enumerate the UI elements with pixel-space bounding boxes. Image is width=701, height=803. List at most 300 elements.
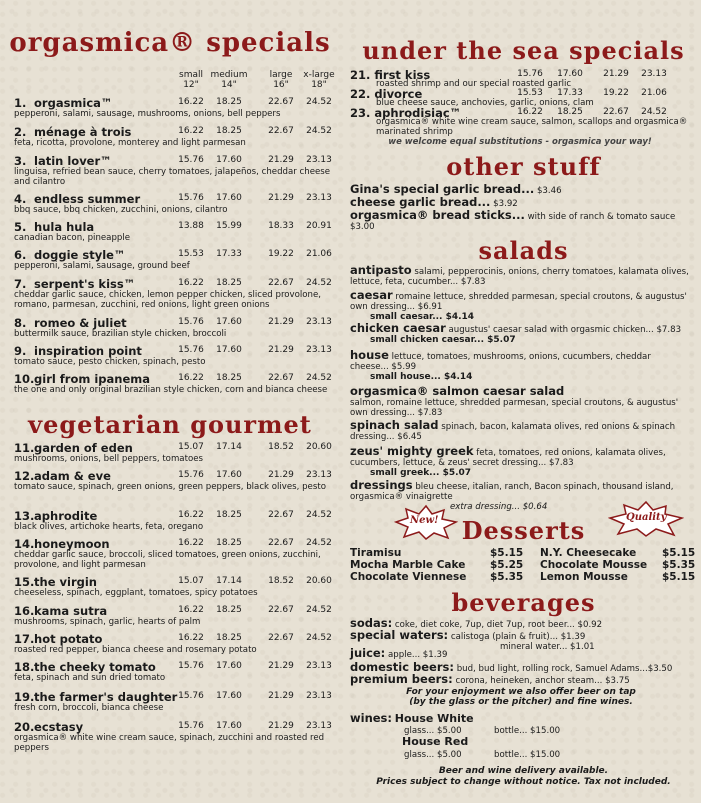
bev-name: juice: <box>350 646 386 660</box>
item-price: 18.25 <box>216 97 242 107</box>
size-label: x-large <box>303 70 335 80</box>
wine-bottle: bottle... $15.00 <box>494 726 561 736</box>
menu-item <box>14 316 336 339</box>
item-name: first kiss <box>374 68 431 82</box>
menu-item <box>14 720 336 753</box>
item-number: 21. <box>350 68 371 82</box>
menu-item <box>14 248 336 271</box>
dessert-price: $5.35 <box>490 571 524 583</box>
menu-item <box>14 125 336 148</box>
item-row <box>14 575 336 588</box>
item-row <box>14 154 336 167</box>
specials-title: orgasmica® specials <box>9 28 331 58</box>
wine-prices <box>404 750 684 760</box>
item-desc: roasted shrimp and our special roasted garlic <box>376 79 572 89</box>
wine-name: House Red <box>402 735 469 748</box>
bev-desc: calistoga (plain & fruit)... $1.39 <box>450 632 586 642</box>
item-price: 17.60 <box>216 345 242 355</box>
salad-caesar <box>350 290 690 322</box>
item-price: 15.76 <box>178 345 204 355</box>
wine-glass: glass... $5.00 <box>404 750 462 760</box>
item-price: 18.25 <box>216 538 242 548</box>
item-price: 22.67 <box>268 97 294 107</box>
item-price: 18.52 <box>268 442 294 452</box>
item-desc: canadian bacon, pineapple <box>14 233 131 243</box>
item-number: 16. <box>14 604 35 618</box>
item-price: 15.76 <box>178 317 204 327</box>
salad-extra: extra dressing... $0.64 <box>450 502 548 512</box>
menu-item <box>14 277 336 310</box>
item-row <box>14 220 336 233</box>
dessert-price: $5.15 <box>662 547 696 559</box>
other-name: orgasmica® bread sticks... <box>350 208 525 222</box>
dessert-name: N.Y. Cheesecake <box>540 547 637 559</box>
dessert-name: Chocolate Mousse <box>540 559 648 571</box>
item-price: 15.76 <box>178 691 204 701</box>
bev-name: domestic beers: <box>350 660 454 674</box>
item-price: 19.22 <box>268 249 294 259</box>
item-row <box>14 248 336 261</box>
item-price: 21.29 <box>603 69 629 79</box>
quality-badge: Quality <box>626 512 667 523</box>
item-number: 11. <box>14 441 35 455</box>
sea-note: we welcome equal substitutions - orgasmica your way! <box>388 137 652 147</box>
item-desc: bbq sauce, bbq chicken, zucchini, onions, cilantro <box>14 205 228 215</box>
item-price: 23.13 <box>306 721 332 731</box>
salad-desc: salmon, romaine lettuce, shredded parmesan, special croutons, & augustus' own dressing... $7.83 <box>350 398 679 418</box>
item-name: doggie style™ <box>34 248 126 262</box>
dessert-price: $5.15 <box>662 571 696 583</box>
menu-item <box>14 632 336 655</box>
menu-item <box>14 469 336 492</box>
item-desc: pepperoni, salami, sausage, mushrooms, onions, bell peppers <box>14 109 281 119</box>
item-number: 3. <box>14 154 27 168</box>
item-price: 16.22 <box>178 510 204 520</box>
item-price: 21.29 <box>268 345 294 355</box>
item-row <box>14 537 336 550</box>
salad-small: small chicken caesar... $5.07 <box>370 335 516 345</box>
item-price: 17.33 <box>557 88 583 98</box>
item-name: inspiration point <box>34 344 142 358</box>
item-price: 17.60 <box>216 661 242 671</box>
item-desc: buttermilk sauce, brazilian style chicken, broccoli <box>14 329 227 339</box>
item-price: 15.76 <box>178 193 204 203</box>
item-number: 10. <box>14 372 35 386</box>
dessert-name: Lemon Mousse <box>540 571 628 583</box>
item-price: 16.22 <box>178 373 204 383</box>
dessert-name: Chocolate Viennese <box>350 571 467 583</box>
item-number: 1. <box>14 96 27 110</box>
item-name: girl from ipanema <box>34 372 151 386</box>
menu-item <box>14 537 336 570</box>
item-price: 20.60 <box>306 442 332 452</box>
item-price: 16.22 <box>178 126 204 136</box>
item-desc: orgasmica® white wine cream sauce, salmon, scallops and orgasmica® marinated shrimp <box>376 117 688 137</box>
item-desc: cheddar garlic sauce, broccoli, sliced tomatoes, green onions, zucchini, provolone, and light parmesan <box>14 550 321 570</box>
other-price: $3.00 <box>350 222 375 232</box>
item-desc: tomato sauce, pesto chicken, spinach, pesto <box>14 357 206 367</box>
bev-tap-note: For your enjoyment we also offer beer on tap (by the glass or the pitcher) and fine wines. <box>406 687 636 707</box>
salad-name: house <box>350 348 389 362</box>
item-row <box>14 660 336 673</box>
item-name: romeo & juliet <box>34 316 127 330</box>
bev-name: wines: <box>350 711 392 725</box>
size-label: small <box>179 70 203 80</box>
item-desc: tomato sauce, spinach, green onions, green peppers, black olives, pesto <box>14 482 326 492</box>
item-name: orgasmica™ <box>34 96 113 110</box>
menu-item <box>14 154 336 187</box>
item-price: 24.52 <box>306 510 332 520</box>
size-dim: 14" <box>221 80 237 90</box>
wine-glass: glass... $5.00 <box>404 726 462 736</box>
item-name: serpent's kiss™ <box>34 277 136 291</box>
salad-name: spinach salad <box>350 418 439 432</box>
item-name: ménage à trois <box>34 125 132 139</box>
dessert-price: $5.15 <box>490 547 524 559</box>
size-dim: 16" <box>273 80 289 90</box>
item-price: 22.67 <box>268 633 294 643</box>
item-name: hot potato <box>34 632 103 646</box>
dessert-row <box>350 571 696 583</box>
item-price: 22.67 <box>603 107 629 117</box>
item-price: 24.52 <box>306 126 332 136</box>
other-title: other stuff <box>446 152 601 181</box>
item-price: 21.29 <box>268 661 294 671</box>
item-row <box>14 720 336 733</box>
item-price: 24.52 <box>306 278 332 288</box>
bev-desc: apple... $1.39 <box>388 650 448 660</box>
dessert-name: Mocha Marble Cake <box>350 559 466 571</box>
menu-item <box>14 220 336 243</box>
item-price: 21.29 <box>268 470 294 480</box>
item-price: 17.60 <box>216 721 242 731</box>
item-price: 15.76 <box>178 721 204 731</box>
item-price: 21.29 <box>268 317 294 327</box>
salad-small: small house... $4.14 <box>370 372 473 382</box>
item-desc: mushrooms, onions, bell peppers, tomatoes <box>14 454 203 464</box>
size-dim: 12" <box>183 80 199 90</box>
size-label: medium <box>210 70 248 80</box>
other-desc: with side of ranch & tomato sauce <box>527 212 676 222</box>
item-price: 15.99 <box>216 221 242 231</box>
item-price: 24.52 <box>306 633 332 643</box>
item-row <box>14 469 336 482</box>
salad-desc: augustus' caesar salad with orgasmic chicken... $7.83 <box>448 325 682 335</box>
bev-name: premium beers: <box>350 672 453 686</box>
veg-title: vegetarian gourmet <box>28 410 312 439</box>
item-row <box>14 96 336 109</box>
item-price: 22.67 <box>268 605 294 615</box>
item-price: 18.25 <box>216 605 242 615</box>
bev-desc: bud, bud light, rolling rock, Samuel Adams...$3.50 <box>456 664 673 674</box>
other-name: Gina's special garlic bread... <box>350 182 535 196</box>
item-row <box>14 632 336 645</box>
menu-item <box>14 509 336 532</box>
item-price: 17.14 <box>216 576 242 586</box>
item-price: 21.06 <box>306 249 332 259</box>
item-price: 17.60 <box>216 193 242 203</box>
item-price: 15.07 <box>178 576 204 586</box>
item-price: 21.29 <box>268 155 294 165</box>
size-label: large <box>269 70 293 80</box>
size-dim: 18" <box>311 80 327 90</box>
item-price: 16.22 <box>517 107 543 117</box>
item-price: 22.67 <box>268 373 294 383</box>
salad-salmon <box>350 386 690 418</box>
menu-item <box>14 372 336 395</box>
salad-house <box>350 350 690 382</box>
item-number: 9. <box>14 344 27 358</box>
other-price: $3.46 <box>536 186 562 196</box>
item-number: 7. <box>14 277 27 291</box>
item-price: 18.25 <box>216 510 242 520</box>
item-price: 18.25 <box>216 126 242 136</box>
beverages-title: beverages <box>451 588 596 617</box>
salad-name: antipasto <box>350 263 412 277</box>
salad-name: dressings <box>350 478 413 492</box>
item-desc: mushrooms, spinach, garlic, hearts of palm <box>14 617 201 627</box>
salad-desc: romaine lettuce, shredded parmesan, special croutons, & augustus' own dressing... $6.91 <box>350 292 687 312</box>
footer-prices: Prices subject to change without notice. Tax not included. <box>376 777 671 787</box>
item-number: 6. <box>14 248 27 262</box>
salads-title: salads <box>478 236 569 265</box>
menu-item <box>14 344 336 367</box>
salad-desc: lettuce, tomatoes, mushrooms, onions, cucumbers, cheddar cheese... $5.99 <box>350 352 651 372</box>
item-price: 16.22 <box>178 97 204 107</box>
item-price: 24.52 <box>306 538 332 548</box>
item-row <box>14 604 336 617</box>
salad-name: caesar <box>350 288 393 302</box>
menu-item <box>14 575 336 598</box>
item-name: garden of eden <box>34 441 133 455</box>
dessert-name: Tiramisu <box>350 547 402 559</box>
other-price: $3.92 <box>493 199 518 209</box>
item-price: 18.25 <box>216 373 242 383</box>
item-price: 18.25 <box>216 633 242 643</box>
item-desc: pepperoni, salami, sausage, ground beef <box>14 261 190 271</box>
salad-name: zeus' mighty greek <box>350 444 474 458</box>
item-row <box>14 316 336 329</box>
item-price: 18.25 <box>557 107 583 117</box>
other-item <box>350 210 690 232</box>
new-badge: New! <box>410 515 439 526</box>
item-price: 17.60 <box>216 155 242 165</box>
item-price: 21.29 <box>268 721 294 731</box>
item-name: endless summer <box>34 192 141 206</box>
item-price: 16.22 <box>178 278 204 288</box>
item-row <box>350 68 690 80</box>
item-name: aphrodite <box>34 509 98 523</box>
item-price: 24.52 <box>306 373 332 383</box>
salad-desc: spinach, bacon, kalamata olives, red onions & spinach dressing... $6.45 <box>350 422 676 442</box>
item-price: 17.60 <box>216 470 242 480</box>
item-number: 15. <box>14 575 35 589</box>
item-price: 20.91 <box>306 221 332 231</box>
menu-item <box>14 690 336 713</box>
item-number: 18. <box>14 660 35 674</box>
item-desc: cheddar garlic sauce, chicken, lemon pepper chicken, sliced provolone, romano, parmesan, zucchini, red onions, light green onions <box>14 290 322 310</box>
salad-desc: feta, tomatoes, red onions, kalamata olives, cucumbers, lettuce, & zeus' secret dressing... $7.83 <box>350 448 666 468</box>
item-number: 22. <box>350 87 371 101</box>
item-desc: the one and only original brazilian style chicken, corn and bianca cheese <box>14 385 328 395</box>
item-price: 13.88 <box>178 221 204 231</box>
item-price: 24.52 <box>641 107 667 117</box>
dessert-row <box>350 559 696 571</box>
item-row <box>14 441 336 454</box>
item-price: 15.76 <box>178 155 204 165</box>
item-number: 14. <box>14 537 35 551</box>
wine-red <box>402 737 701 748</box>
item-price: 21.06 <box>641 88 667 98</box>
item-price: 23.13 <box>306 691 332 701</box>
menu-item <box>14 441 336 464</box>
menu-item <box>350 106 690 137</box>
item-price: 23.13 <box>306 661 332 671</box>
item-name: the virgin <box>34 575 97 589</box>
item-desc: cheeseless, spinach, eggplant, tomatoes, spicy potatoes <box>14 588 258 598</box>
item-row <box>14 372 336 385</box>
item-price: 15.76 <box>178 661 204 671</box>
item-number: 20. <box>14 720 35 734</box>
item-price: 18.33 <box>268 221 294 231</box>
salad-antipasto <box>350 265 690 287</box>
item-price: 22.67 <box>268 538 294 548</box>
item-price: 17.60 <box>557 69 583 79</box>
item-number: 23. <box>350 106 371 120</box>
item-name: aphrodisiac™ <box>374 106 462 120</box>
item-number: 19. <box>14 690 35 704</box>
item-row <box>350 106 690 118</box>
item-price: 21.29 <box>268 691 294 701</box>
item-price: 17.14 <box>216 442 242 452</box>
item-price: 22.67 <box>268 126 294 136</box>
item-price: 23.13 <box>306 317 332 327</box>
bev-wines <box>350 713 690 725</box>
item-number: 13. <box>14 509 35 523</box>
salad-small: small caesar... $4.14 <box>370 312 475 322</box>
salad-name: chicken caesar <box>350 321 446 335</box>
item-price: 20.60 <box>306 576 332 586</box>
item-price: 15.53 <box>178 249 204 259</box>
item-number: 17. <box>14 632 35 646</box>
item-desc: orgasmica® white wine cream sauce, spinach, zucchini and roasted red peppers <box>14 733 325 753</box>
item-price: 22.67 <box>268 278 294 288</box>
bev-juice <box>350 648 690 660</box>
salad-desc: bleu cheese, italian, ranch, Bacon spinach, thousand island, orgasmica® vinaigrette <box>350 482 674 502</box>
item-name: ecstasy <box>34 720 84 734</box>
menu-item <box>14 660 336 683</box>
item-name: latin lover™ <box>34 154 112 168</box>
item-row <box>14 344 336 357</box>
item-price: 24.52 <box>306 605 332 615</box>
item-price: 23.13 <box>306 345 332 355</box>
other-name: cheese garlic bread... <box>350 195 491 209</box>
bev-desc: mineral water... $1.01 <box>500 642 595 652</box>
item-price: 16.22 <box>178 538 204 548</box>
item-price: 23.13 <box>306 155 332 165</box>
desserts-table <box>350 547 696 583</box>
item-number: 5. <box>14 220 27 234</box>
salad-name: orgasmica® salmon caesar salad <box>350 384 565 398</box>
item-price: 23.13 <box>306 193 332 203</box>
item-name: divorce <box>374 87 423 101</box>
item-desc: blue cheese sauce, anchovies, garlic, onions, clam <box>376 98 594 108</box>
item-name: hula hula <box>34 220 95 234</box>
bev-name: sodas: <box>350 616 393 630</box>
menu-item <box>14 192 336 215</box>
item-desc: linguisa, refried bean sauce, cherry tomatoes, jalapeños, cheddar cheese and cilantro <box>14 167 331 187</box>
bev-desc: corona, heineken, anchor steam... $3.75 <box>455 676 630 686</box>
item-price: 15.07 <box>178 442 204 452</box>
sea-title: under the sea specials <box>362 36 685 65</box>
wine-bottle: bottle... $15.00 <box>494 750 561 760</box>
dessert-row <box>350 547 696 559</box>
dessert-price: $5.25 <box>490 559 524 571</box>
item-number: 12. <box>14 469 35 483</box>
item-price: 22.67 <box>268 510 294 520</box>
item-desc: fresh corn, broccoli, bianca cheese <box>14 703 164 713</box>
bev-desc: coke, diet coke, 7up, diet 7up, root beer... $0.92 <box>394 620 603 630</box>
item-price: 24.52 <box>306 97 332 107</box>
item-price: 17.60 <box>216 691 242 701</box>
item-price: 15.76 <box>517 69 543 79</box>
item-price: 23.13 <box>641 69 667 79</box>
item-name: kama sutra <box>34 604 108 618</box>
item-desc: roasted red pepper, bianca cheese and rosemary potato <box>14 645 257 655</box>
item-price: 17.60 <box>216 317 242 327</box>
menu-item <box>14 604 336 627</box>
item-name: honeymoon <box>34 537 110 551</box>
item-number: 8. <box>14 316 27 330</box>
item-row <box>14 125 336 138</box>
salad-greek <box>350 446 690 478</box>
salad-spinach <box>350 420 690 442</box>
item-row <box>350 87 690 99</box>
item-price: 17.33 <box>216 249 242 259</box>
item-name: the farmer's daughter <box>34 690 178 704</box>
item-number: 4. <box>14 192 27 206</box>
item-row <box>14 192 336 205</box>
item-row <box>14 690 336 703</box>
menu-item <box>14 96 336 119</box>
salad-desc: salami, pepperocinis, onions, cherry tomatoes, kalamata olives, lettuce, feta, cucumber... $7.83 <box>350 267 689 287</box>
wine-name: House White <box>394 712 474 725</box>
item-desc: feta, spinach and sun dried tomato <box>14 673 166 683</box>
bev-premium <box>350 674 690 686</box>
item-price: 16.22 <box>178 633 204 643</box>
desserts-title: Desserts <box>461 516 586 545</box>
item-price: 21.29 <box>268 193 294 203</box>
item-price: 16.22 <box>178 605 204 615</box>
item-price: 18.25 <box>216 278 242 288</box>
item-desc: feta, ricotta, provolone, monterey and light parmesan <box>14 138 246 148</box>
item-price: 23.13 <box>306 470 332 480</box>
item-row <box>14 277 336 290</box>
item-price: 19.22 <box>603 88 629 98</box>
item-number: 2. <box>14 125 27 139</box>
salad-small: small greek... $5.07 <box>370 468 472 478</box>
footer-delivery: Beer and wine delivery available. <box>438 766 609 776</box>
item-desc: black olives, artichoke hearts, feta, oregano <box>14 522 204 532</box>
item-price: 18.52 <box>268 576 294 586</box>
item-name: the cheeky tomato <box>34 660 156 674</box>
salad-chicken <box>350 323 690 345</box>
item-name: adam & eve <box>34 469 111 483</box>
bev-name: special waters: <box>350 628 449 642</box>
item-row <box>14 509 336 522</box>
item-price: 15.53 <box>517 88 543 98</box>
dessert-price: $5.35 <box>662 559 696 571</box>
